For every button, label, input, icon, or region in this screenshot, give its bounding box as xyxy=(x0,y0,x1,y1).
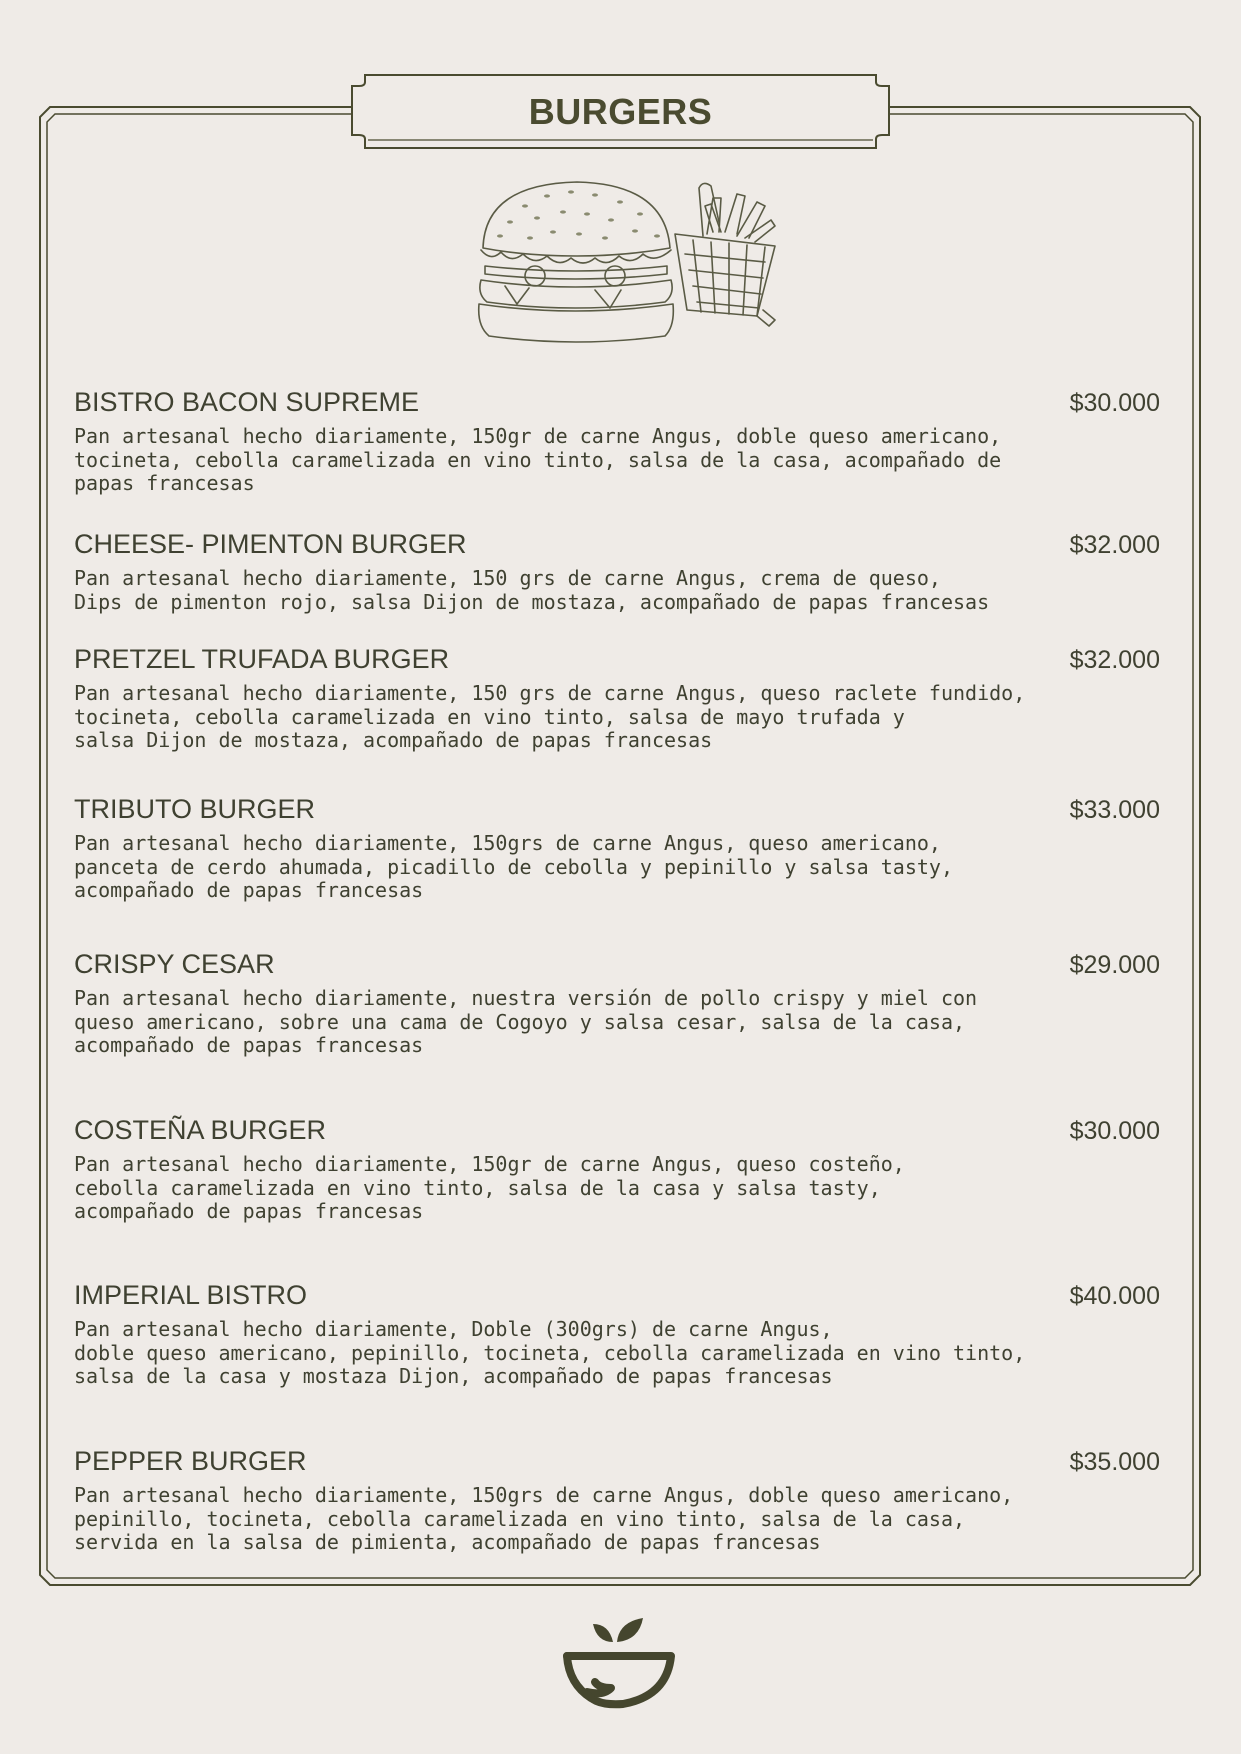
item-price: $29.000 xyxy=(1069,951,1160,979)
item-price: $33.000 xyxy=(1069,796,1160,824)
menu-item xyxy=(74,1446,1160,1555)
item-name: PEPPER BURGER xyxy=(74,1446,307,1476)
burger-and-fries-illustration xyxy=(475,176,825,361)
item-description: Pan artesanal hecho diariamente, Doble (300grs) de carne Angus, doble queso americano, pepinillo, tocineta, cebolla caramelizada en vino tinto, salsa de la casa y mostaza Dijon, acompañado de papas francesas xyxy=(74,1317,1026,1388)
item-description: Pan artesanal hecho diariamente, 150grs de carne Angus, doble queso americano, pepinillo, tocineta, cebolla caramelizada en vino tinto, salsa de la casa, servida en la salsa de pimienta, acompañado de papas francesas xyxy=(74,1483,1014,1554)
menu-item xyxy=(74,644,1160,753)
section-title-plate xyxy=(352,75,889,148)
menu-item xyxy=(74,529,1160,614)
item-description: Pan artesanal hecho diariamente, nuestra versión de pollo crispy y miel con queso americano, sobre una cama de Cogoyo y salsa cesar, salsa de la casa, acompañado de papas francesas xyxy=(74,986,978,1057)
menu-item xyxy=(74,1280,1160,1389)
menu-item xyxy=(74,794,1160,903)
item-description: Pan artesanal hecho diariamente, 150grs de carne Angus, queso americano, panceta de cerdo ahumada, picadillo de cebolla y pepinillo y salsa tasty, acompañado de papas francesas xyxy=(74,831,953,902)
menu-item xyxy=(74,387,1160,496)
menu-item xyxy=(74,1115,1160,1224)
item-description: Pan artesanal hecho diariamente, 150 grs de carne Angus, queso raclete fundido, tocineta, cebolla caramelizada en vino tinto, salsa de mayo trufada y salsa Dijon de mostaza, acompañado de papas francesas xyxy=(74,681,1026,752)
item-description: Pan artesanal hecho diariamente, 150gr de carne Angus, doble queso americano, tocineta, cebolla caramelizada en vino tinto, salsa de la casa, acompañado de papas francesas xyxy=(74,424,1002,495)
item-price: $30.000 xyxy=(1069,1117,1160,1145)
bowl-leaf-logo xyxy=(563,1612,677,1712)
item-name: COSTEÑA BURGER xyxy=(74,1115,327,1145)
item-name: TRIBUTO BURGER xyxy=(74,794,316,824)
item-price: $35.000 xyxy=(1069,1448,1160,1476)
item-price: $32.000 xyxy=(1069,646,1160,674)
item-name: CRISPY CESAR xyxy=(74,949,275,979)
item-description: Pan artesanal hecho diariamente, 150 grs de carne Angus, crema de queso, Dips de pimenton rojo, salsa Dijon de mostaza, acompañado de papas francesas xyxy=(74,566,990,614)
item-price: $30.000 xyxy=(1069,389,1160,417)
item-name: IMPERIAL BISTRO xyxy=(74,1280,308,1310)
item-price: $32.000 xyxy=(1069,531,1160,559)
item-price: $40.000 xyxy=(1069,1282,1160,1310)
section-title: BURGERS xyxy=(528,90,713,132)
item-description: Pan artesanal hecho diariamente, 150gr de carne Angus, queso costeño, cebolla caramelizada en vino tinto, salsa de la casa y salsa tasty, acompañado de papas francesas xyxy=(74,1152,905,1223)
item-name: BISTRO BACON SUPREME xyxy=(74,387,420,417)
item-name: CHEESE- PIMENTON BURGER xyxy=(74,529,467,559)
menu-item xyxy=(74,949,1160,1058)
item-name: PRETZEL TRUFADA BURGER xyxy=(74,644,450,674)
